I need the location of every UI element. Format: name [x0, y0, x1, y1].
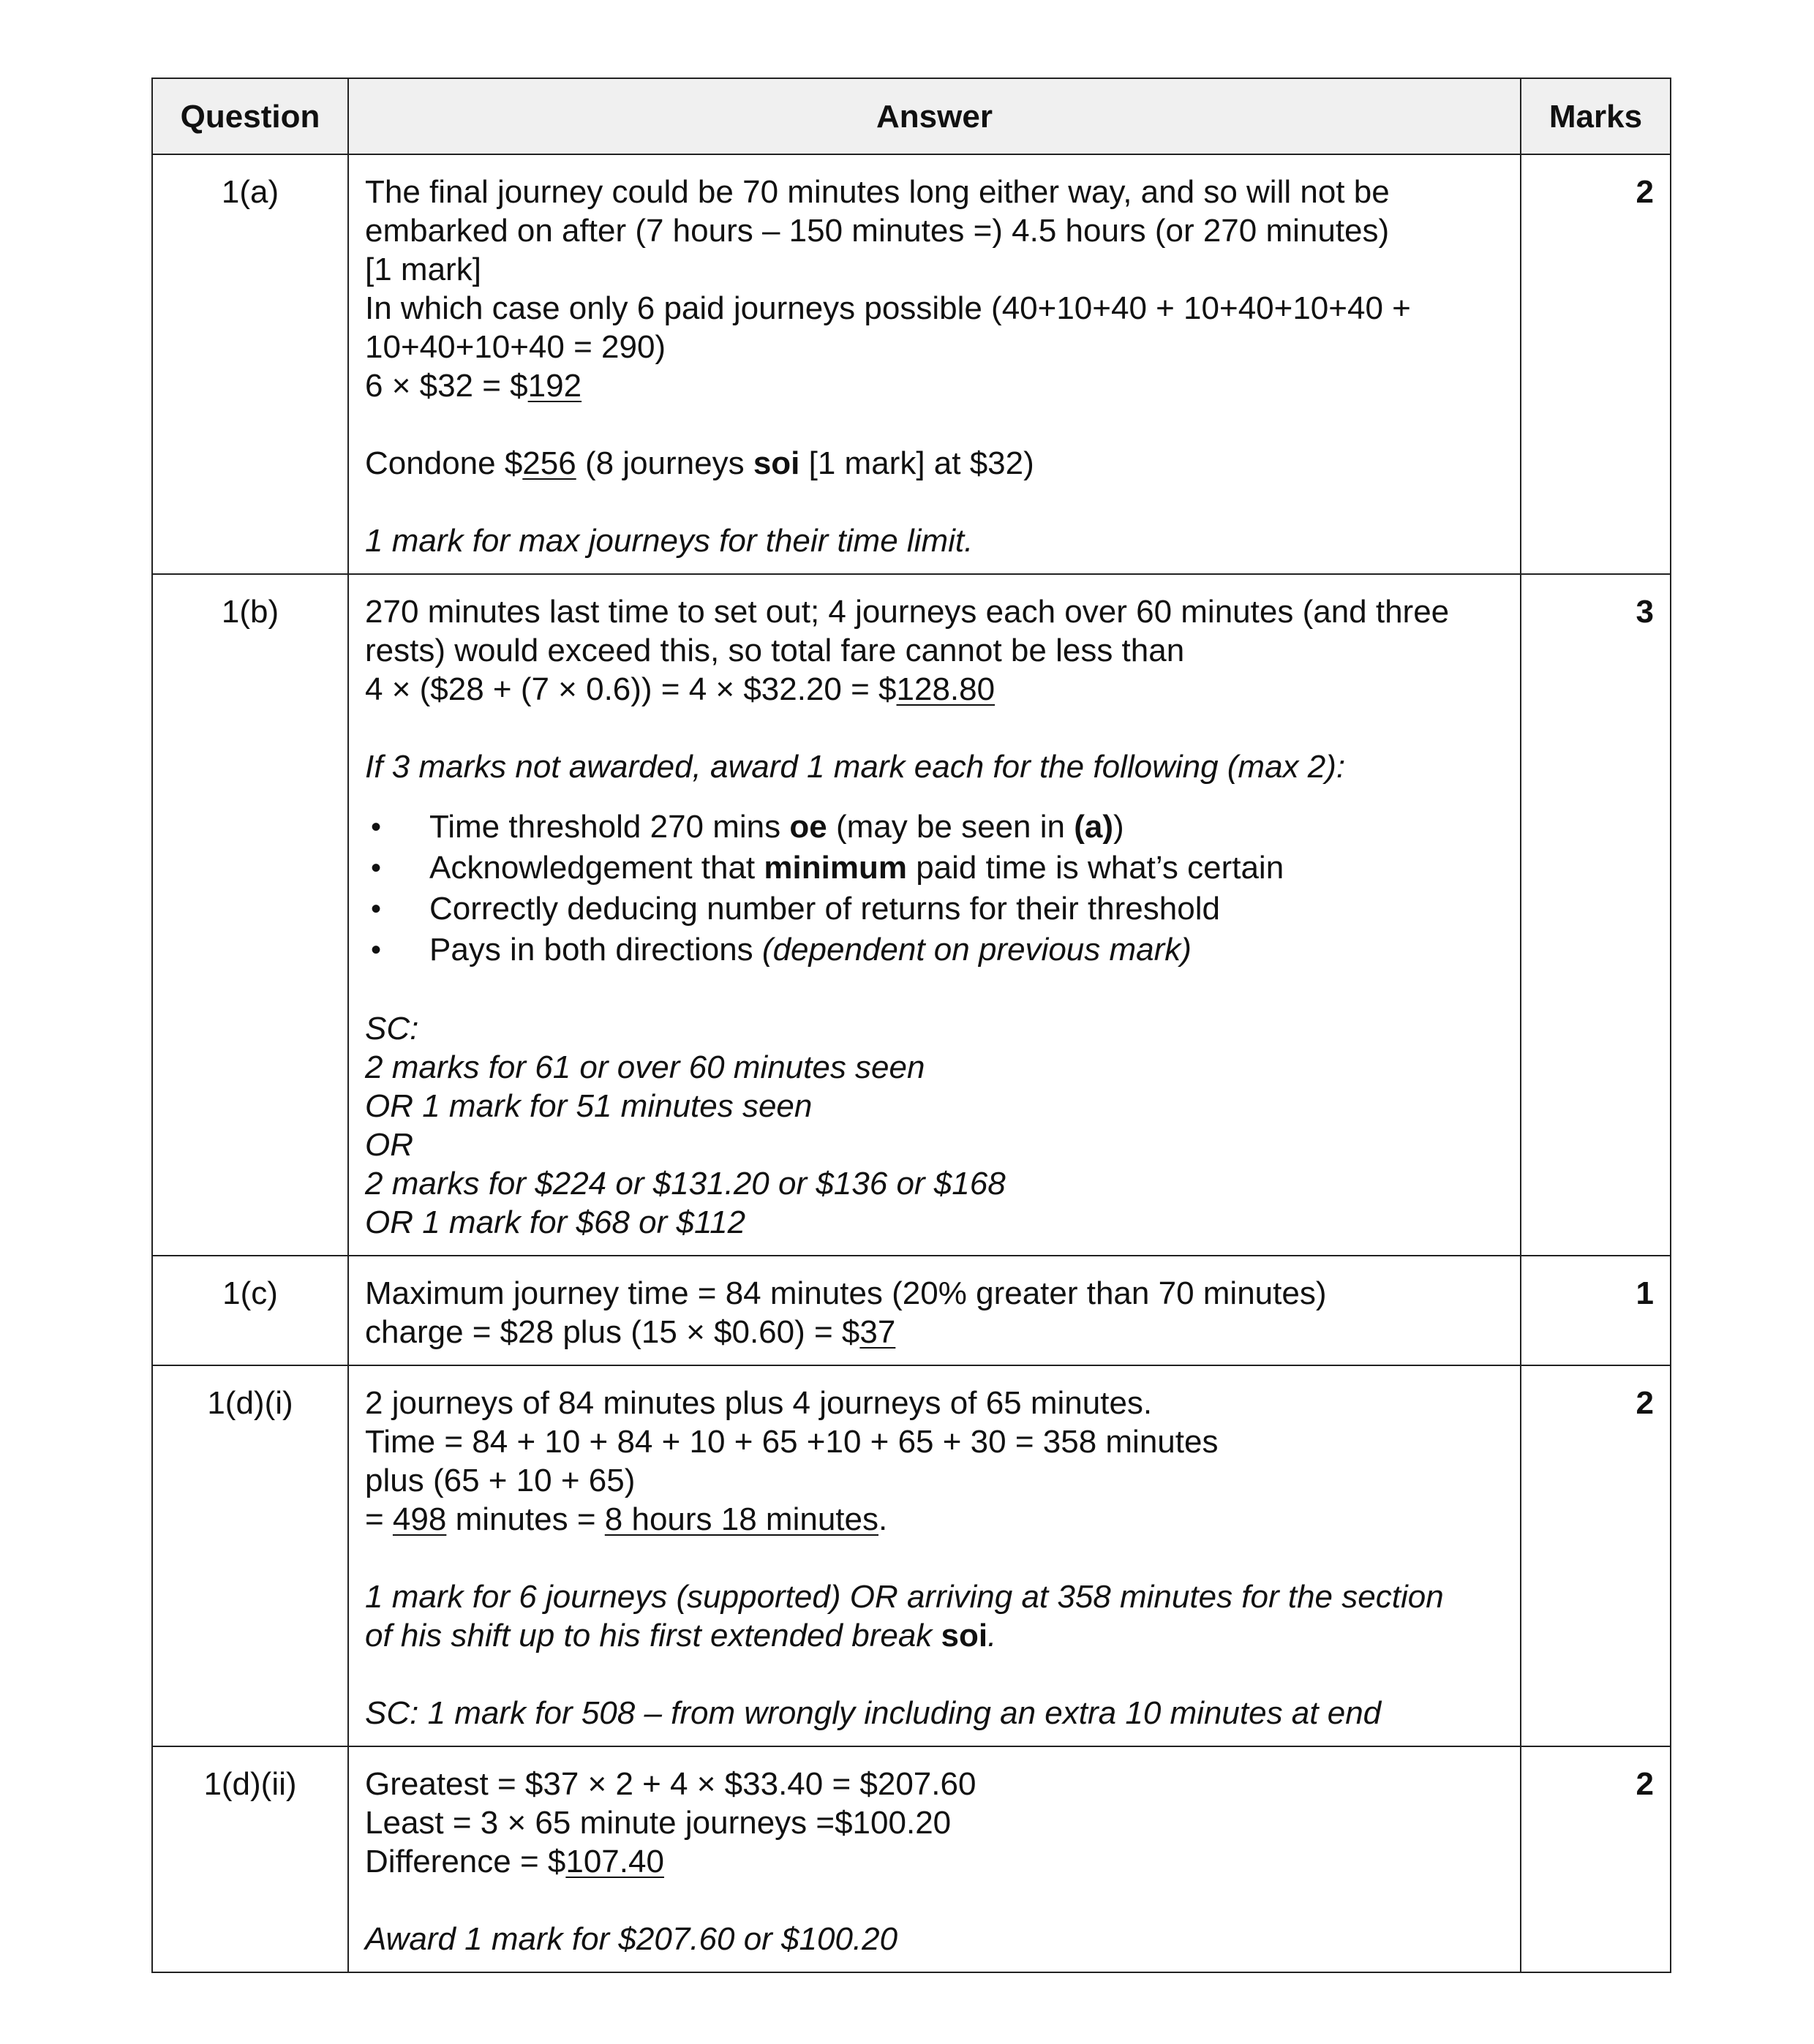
question-number: 1(a): [152, 154, 348, 574]
text: Difference = $: [365, 1844, 566, 1879]
question-number: 1(d)(i): [152, 1365, 348, 1746]
bullet-icon: •: [371, 934, 382, 966]
bullet-icon: •: [371, 893, 382, 925]
answer-line: 2 journeys of 84 minutes plus 4 journeys of 65 minutes.: [365, 1385, 1153, 1421]
answer-line: [365, 670, 1504, 709]
special-case-line: 2 marks for 61 or over 60 minutes seen: [365, 1049, 925, 1085]
answer-line: Greatest = $37 × 2 + 4 × $33.40 = $207.60: [365, 1766, 976, 1802]
mark-scheme-table: [151, 78, 1671, 1973]
text: (dependent on previous mark): [761, 932, 1192, 968]
marks-value: 2: [1521, 1746, 1671, 1972]
text: charge = $28 plus (15 × $0.60) = $: [365, 1314, 860, 1350]
question-number: 1(d)(ii): [152, 1746, 348, 1972]
answer-line: [1 mark]: [365, 252, 481, 287]
text: oe: [789, 809, 827, 845]
marks-value: 1: [1521, 1256, 1671, 1365]
special-case-line: OR 1 mark for 51 minutes seen: [365, 1088, 813, 1124]
text: (8 journeys: [576, 445, 753, 481]
marking-note: Award 1 mark for $207.60 or $100.20: [365, 1921, 898, 1957]
marks-value: 3: [1521, 574, 1671, 1256]
header-answer: Answer: [348, 78, 1521, 154]
text: Condone $: [365, 445, 523, 481]
list-item: [365, 929, 1504, 970]
marking-note: 1 mark for max journeys for their time limit.: [365, 523, 974, 559]
condoned-answer: 256: [522, 445, 576, 481]
list-item: [365, 807, 1504, 848]
text: Time threshold 270 mins: [429, 809, 790, 845]
text: minimum: [764, 850, 907, 886]
header-row: [152, 78, 1671, 154]
answer-line: [365, 444, 1504, 483]
answer-line: In which case only 6 paid journeys possible (40+10+40 + 10+40+10+40 +: [365, 290, 1411, 326]
answer-cell: [348, 154, 1521, 574]
criteria-list: [365, 807, 1504, 970]
question-number: 1(b): [152, 574, 348, 1256]
question-number: 1(c): [152, 1256, 348, 1365]
answer-cell: [348, 1746, 1521, 1972]
final-answer: 498: [392, 1501, 447, 1537]
final-answer: 107.40: [565, 1844, 664, 1879]
answer-line: Time = 84 + 10 + 84 + 10 + 65 +10 + 65 + 30 = 358 minutes: [365, 1424, 1219, 1460]
answer-line: 10+40+10+40 = 290): [365, 329, 666, 365]
text: Acknowledgement that: [429, 850, 764, 886]
text: (a): [1074, 809, 1113, 845]
answer-line: 270 minutes last time to set out; 4 journeys each over 60 minutes (and three: [365, 594, 1450, 630]
final-answer: 37: [859, 1314, 896, 1350]
text: minutes =: [446, 1501, 605, 1537]
list-item: [365, 889, 1504, 929]
answer-line: plus (65 + 10 + 65): [365, 1463, 636, 1498]
text: .: [987, 1618, 997, 1653]
row-1d-ii: [152, 1746, 1671, 1972]
answer-line: Least = 3 × 65 minute journeys =$100.20: [365, 1805, 952, 1841]
text: paid time is what’s certain: [906, 850, 1284, 886]
final-answer: 192: [527, 368, 582, 404]
marks-value: 2: [1521, 154, 1671, 574]
header-marks: Marks: [1521, 78, 1671, 154]
list-item: [365, 848, 1504, 889]
text: =: [365, 1501, 393, 1537]
row-1c: [152, 1256, 1671, 1365]
text: soi: [941, 1618, 988, 1653]
row-1b: [152, 574, 1671, 1256]
text: [1 mark] at $32): [799, 445, 1034, 481]
bullet-icon: •: [371, 852, 382, 884]
row-1d-i: [152, 1365, 1671, 1746]
answer-line: [365, 366, 1504, 405]
text: of his shift up to his first extended break: [365, 1618, 941, 1653]
text: Correctly deducing number of returns for their threshold: [429, 891, 1220, 927]
text: soi: [753, 445, 800, 481]
text: 6 × $32 = $: [365, 368, 528, 404]
row-1a: [152, 154, 1671, 574]
final-answer: 8 hours 18 minutes: [604, 1501, 878, 1537]
header-question: Question: [152, 78, 348, 154]
marking-note: [365, 1616, 1504, 1655]
answer-line: [365, 1500, 1504, 1539]
special-case-line: SC:: [365, 1011, 419, 1046]
answer-line: [365, 1313, 1504, 1351]
marks-value: 2: [1521, 1365, 1671, 1746]
answer-cell: [348, 1256, 1521, 1365]
special-case-line: OR: [365, 1127, 413, 1163]
answer-cell: [348, 1365, 1521, 1746]
bullet-icon: •: [371, 811, 382, 843]
marking-note: If 3 marks not awarded, award 1 mark each for the following (max 2):: [365, 749, 1346, 785]
marking-note: 1 mark for 6 journeys (supported) OR arriving at 358 minutes for the section: [365, 1579, 1444, 1615]
text: (may be seen in: [827, 809, 1075, 845]
special-case-line: OR 1 mark for $68 or $112: [365, 1204, 746, 1240]
text: Pays in both directions: [429, 932, 762, 968]
answer-line: The final journey could be 70 minutes long either way, and so will not be: [365, 174, 1390, 210]
answer-line: embarked on after (7 hours – 150 minutes =) 4.5 hours (or 270 minutes): [365, 213, 1390, 249]
special-case-line: 2 marks for $224 or $131.20 or $136 or $168: [365, 1166, 1006, 1202]
answer-line: [365, 1842, 1504, 1881]
answer-cell: [348, 574, 1521, 1256]
text: ): [1113, 809, 1124, 845]
answer-line: rests) would exceed this, so total fare cannot be less than: [365, 633, 1185, 668]
special-case-line: SC: 1 mark for 508 – from wrongly including an extra 10 minutes at end: [365, 1695, 1382, 1731]
answer-line: Maximum journey time = 84 minutes (20% greater than 70 minutes): [365, 1275, 1327, 1311]
text: 4 × ($28 + (7 × 0.6)) = 4 × $32.20 = $: [365, 671, 897, 707]
text: .: [878, 1501, 888, 1537]
final-answer: 128.80: [896, 671, 996, 707]
